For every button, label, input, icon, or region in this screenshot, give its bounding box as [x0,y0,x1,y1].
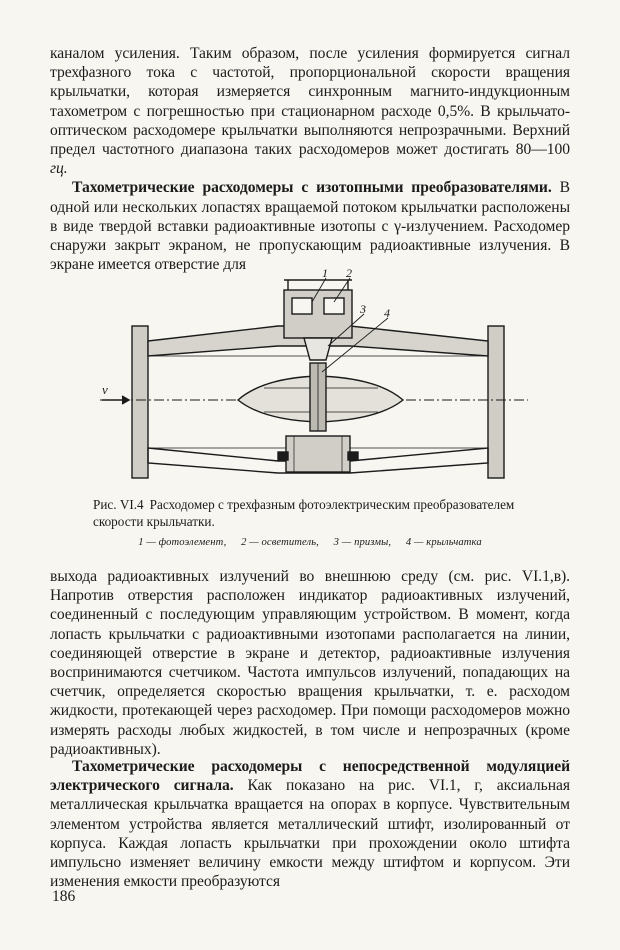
paragraph-radioactive: выхода радиоактивных излучений во внешнюю среду (см. рис. VI.1,в). Напротив отверстия расположен индикатор радиоактивных излучений, соединенный с последующим управляющим устройством. В момент, когда лопасть крыльчатки с радиоактивными изотопами располагается на линии, соединяющей отверстие в экране и детектор, радиоактивные излучения воспринимаются счетчиком. Частота импульсов излучений, попадающих на счетчик, определяется скоростью вращения крыльчатки, т. е. расходом жидкости, протекающей через расходомер. При помощи расходомеров можно измерять расходы любых жидкостей, в том числе и непрозрачных (кроме радиоактивных). [50,568,570,758]
legend-item: 1 — фотоэлемент, [138,537,227,548]
unit-label: гц. [50,160,68,178]
text-block-bottom [50,757,570,891]
figure-legend [60,537,560,548]
legend-item: 4 — крыльчатка [405,537,482,548]
text-block-middle [50,567,570,759]
section-heading-capacitive: Тахометрические расходомеры с непосредственной модуляцией электрического сигнала. [50,758,570,795]
callout-3: 3 [360,302,366,316]
callout-4: 4 [384,306,390,320]
section-text-isotope: В одной или нескольких лопастях вращаемой потоком крыльчатки расположены в виде твердой вставки радиоактивные изотопы с γ-излучением. Расходомер снаружи закрыт экраном, не пропускающим радиоактивные излучения. В экране имеется отверстие для [50,179,570,274]
prisms [304,338,332,360]
text-block-top [50,44,570,274]
right-flange [488,326,504,478]
caption-text: Расходомер с трехфазным фотоэлектрическим преобразователем скорости крыльчатки. [93,497,515,529]
section-text-capacitive: Как показано на рис. VI.1, г, аксиальная металлическая крыльчатка вращается на опорах в корпусе. Чувствительным элементом устройства является металлический штифт, изолированный от корпуса. Каждая лопасть крыльчатки при прохождении около штифта импульсно изменяет величину емкости между штифтом и корпусом. Эти изменения емкости преобразуются [50,777,570,891]
left-flange [132,326,148,478]
paragraph-capacitive [50,757,570,891]
figure-caption [93,496,533,530]
callout-2: 2 [346,268,352,280]
legend-item: 2 — осветитель, [241,537,319,548]
flow-label: v [102,382,108,397]
section-heading-isotope: Тахометрические расходомеры с изотопными преобразователями. [72,179,552,197]
connector-box [286,436,350,472]
flowmeter-figure [88,268,534,490]
paragraph-continuation: каналом усиления. Таким образом, после усиления формируется сигнал трехфазного тока с частотой, пропорциональной скорости вращения крыльчатки, которая измеряется синхронным магнито-индукционным тахометром с погрешностью при стационарном расходе 0,5%. В крыльчато-оптическом расходомере крыльчатки выполняются непрозрачными. Верхний предел частотного диапазона таких расходомеров может достигать 80—100 гц. [50,45,570,178]
legend-item: 3 — призмы, [333,537,392,548]
callout-1: 1 [322,268,328,280]
paragraph-isotope [50,178,570,274]
caption-label: Рис. VI.4 [93,497,144,512]
page-number: 186 [52,888,76,905]
